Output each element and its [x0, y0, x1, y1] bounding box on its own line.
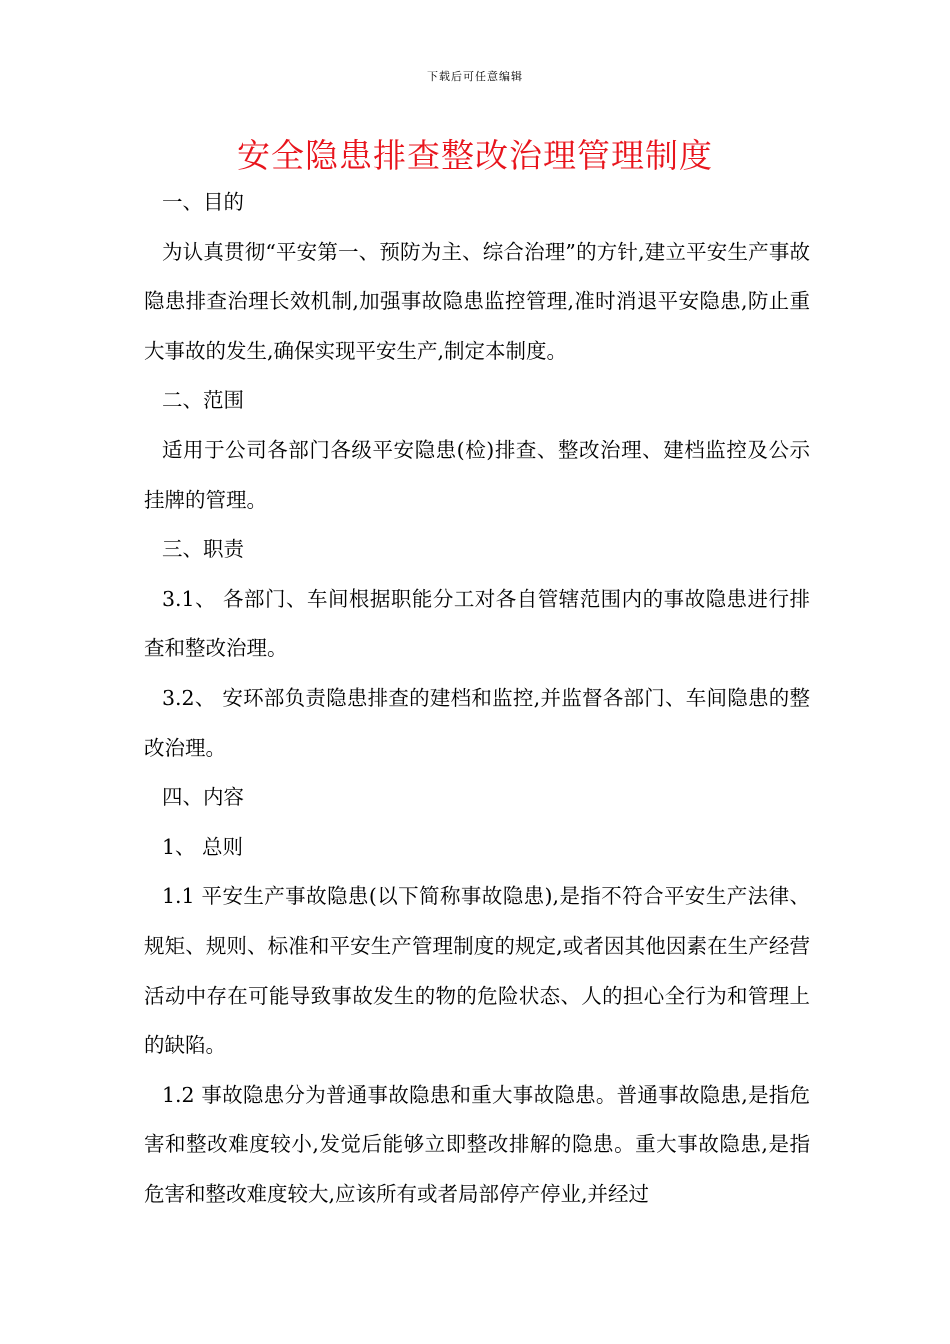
section-heading-purpose: 一、目的 [162, 190, 244, 214]
header-note: 下载后可任意编辑 [427, 70, 523, 83]
paragraph-1-2: 1.2 事故隐患分为普通事故隐患和重大事故隐患。普通事故隐患,是指危害和整改难度较小,发觉后能够立即整改排解的隐患。重大事故隐患,是指危害和整改难度较大,应该所有或者局部停产停业,并经过 [144, 1082, 810, 1206]
section-heading-scope: 二、范围 [162, 388, 244, 413]
subsection-heading-general: 1、 总则 [162, 834, 244, 859]
paragraph-purpose: 为认真贯彻“平安第一、预防为主、综合治理”的方针,建立平安生产事故隐患排查治理长效机制,加强事故隐患监控管理,准时消退平安隐患,防止重大事故的发生,确保实现平安生产,制定本制度。 [144, 239, 810, 363]
section-heading-content: 四、内容 [162, 785, 244, 810]
paragraph-duty-3-1: 3.1、 各部门、车间根据职能分工对各自管辖范围内的事故隐患进行排查和整改治理。 [144, 586, 810, 661]
section-heading-duties: 三、职责 [162, 537, 244, 562]
document-title: 安全隐患排查整改治理管理制度 [237, 136, 713, 175]
paragraph-scope: 适用于公司各部门各级平安隐患(检)排查、整改治理、建档监控及公示挂牌的管理。 [144, 437, 810, 512]
paragraph-duty-3-2: 3.2、 安环部负责隐患排查的建档和监控,并监督各部门、车间隐患的整改治理。 [144, 685, 810, 760]
document-body [144, 178, 810, 1219]
paragraph-1-1: 1.1 平安生产事故隐患(以下简称事故隐患),是指不符合平安生产法律、规矩、规则、标准和平安生产管理制度的规定,或者因其他因素在生产经营活动中存在可能导致事故发生的物的危险状态、人的担心全行为和管理上的缺陷。 [144, 884, 810, 1058]
